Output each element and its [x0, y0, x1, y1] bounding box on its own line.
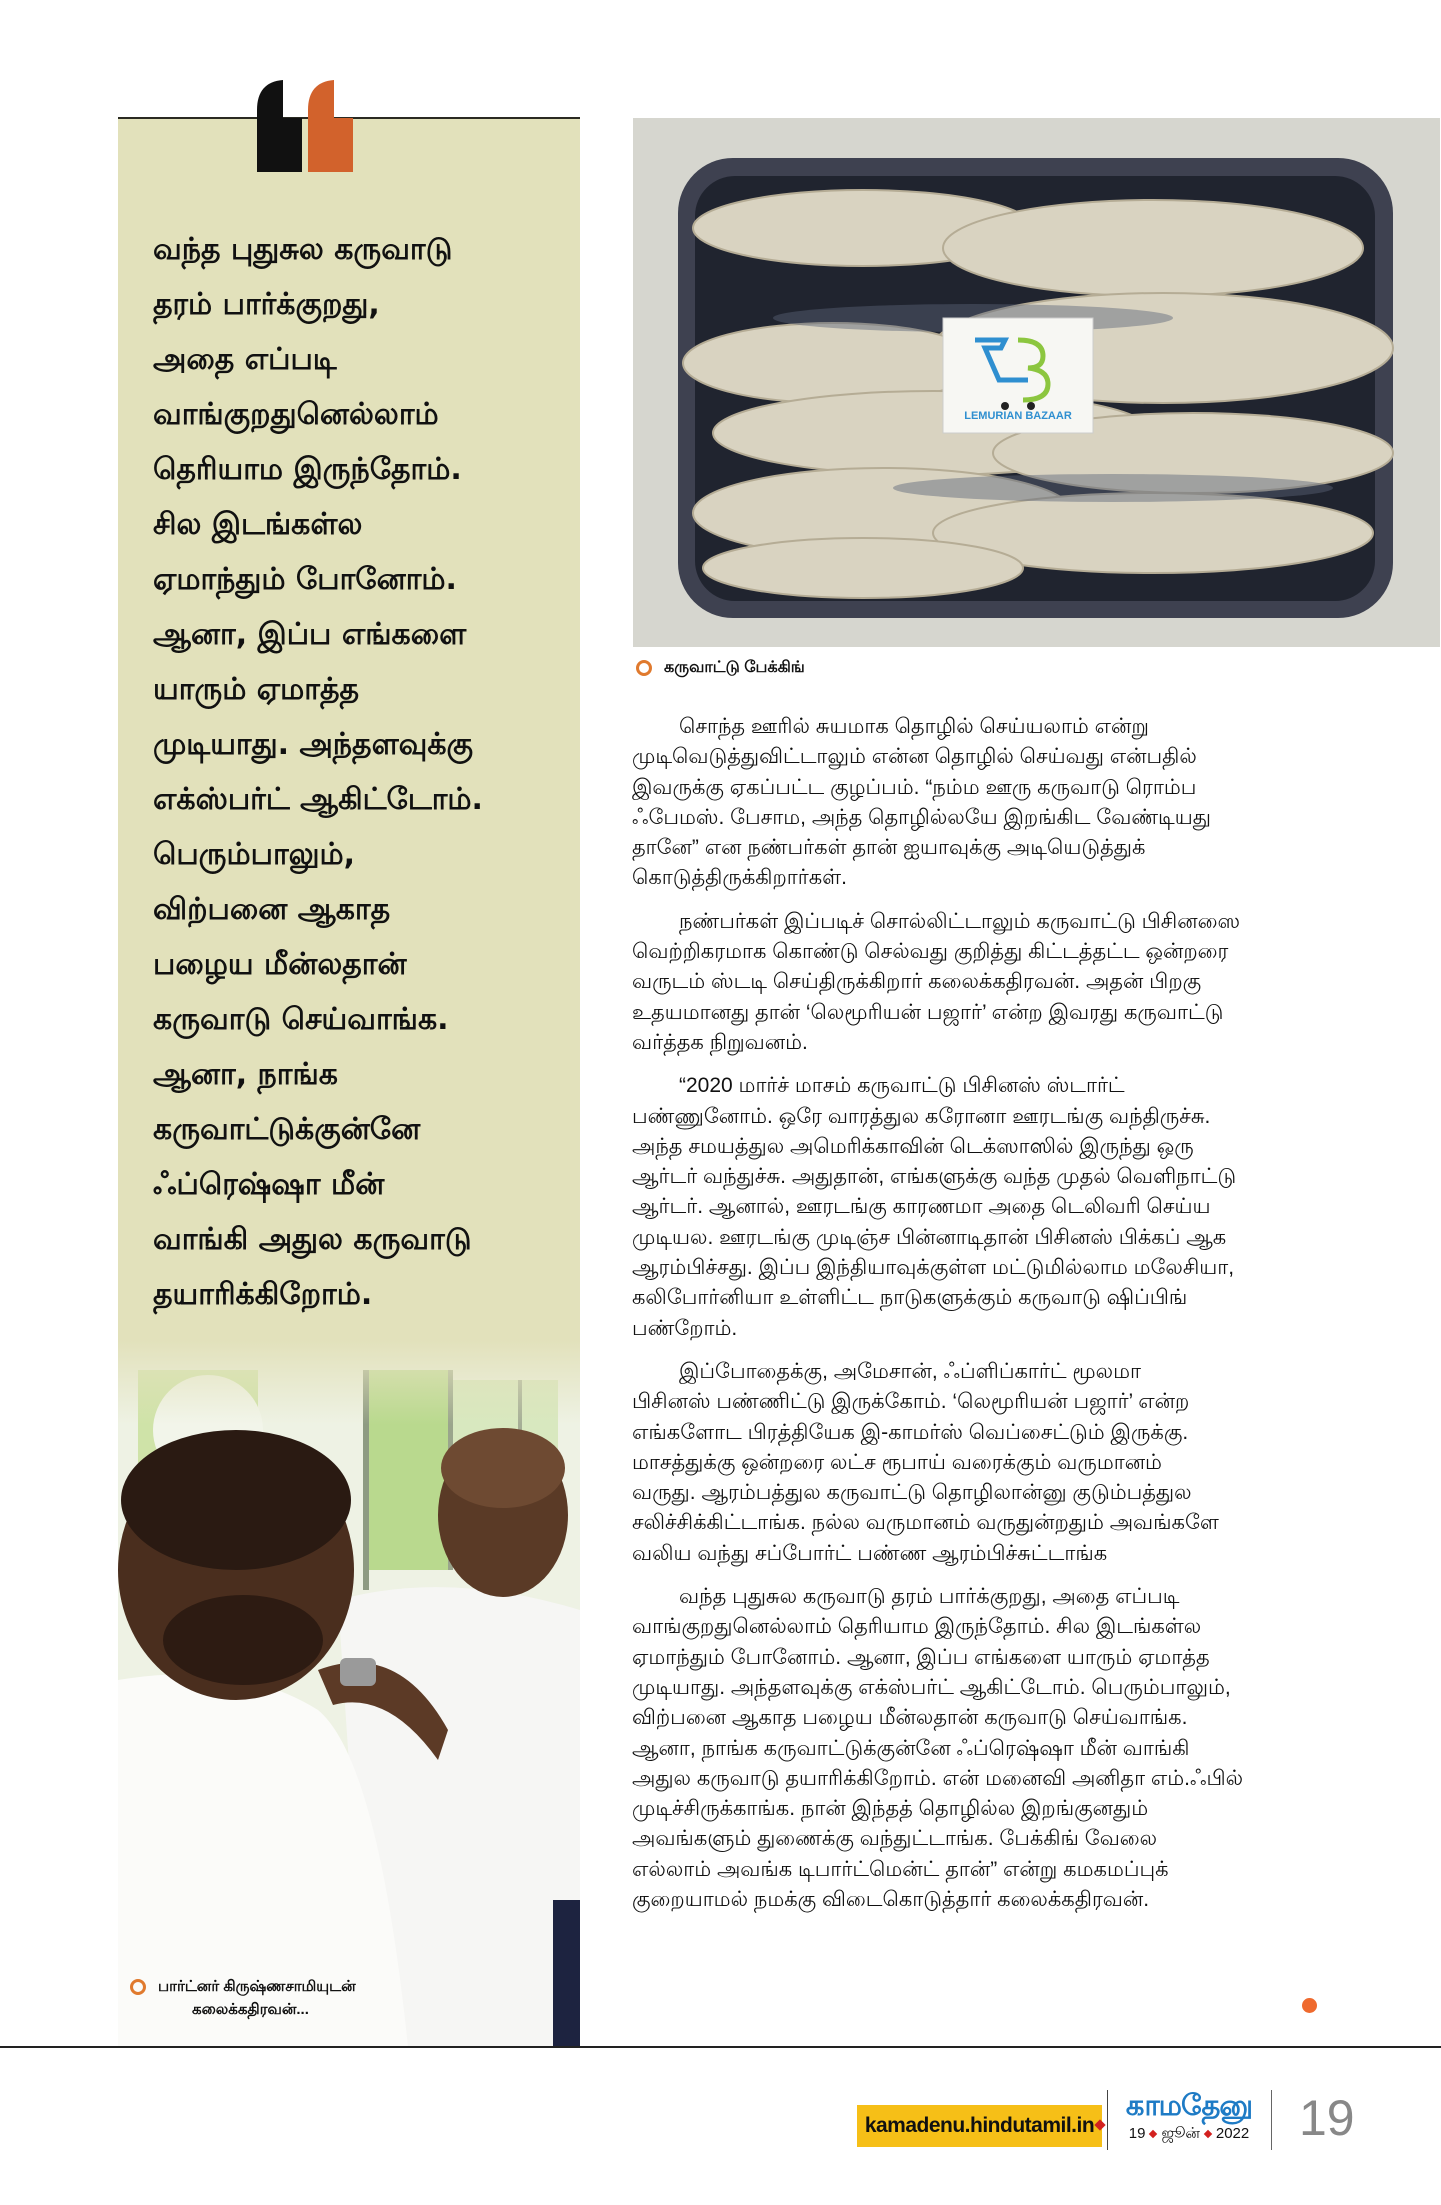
pull-quote-line: எக்ஸ்பர்ட் ஆகிட்டோம்.: [153, 782, 483, 817]
pull-quote-line: வாங்கி அதுல கருவாடு: [153, 1222, 472, 1257]
text-line: முடியல. ஊரடங்கு முடிஞ்ச பின்னாடிதான் பிசினஸ் பிக்கப் ஆக: [632, 1225, 1227, 1249]
text-line: சொந்த ஊரில் சுயமாக தொழில் செய்யலாம் என்று: [679, 715, 1149, 738]
website-link[interactable]: kamadenu.hindutamil.in: [857, 2105, 1102, 2147]
footer-divider: [1271, 2090, 1272, 2150]
text-line: இவருக்கு ஏகப்பட்ட குழப்பம். “நம்ம ஊரு கருவாடு ரொம்ப: [632, 775, 1197, 799]
text-line: பிசினஸ் பண்ணிட்டு இருக்கோம். ‘லெமூரியன் பஜார்’ என்ற: [632, 1390, 1190, 1414]
text-line: பண்றோம்.: [632, 1316, 738, 1340]
text-line: முடிவெடுத்துவிட்டாலும் என்ன தொழில் செய்வது என்பதில்: [632, 745, 1197, 769]
pull-quote-line: சில இடங்கள்ல: [153, 507, 363, 542]
text-line: ஆனா, நாங்க கருவாட்டுக்குன்னே ஃப்ரெஷ்ஷா மீன் வாங்கி: [632, 1736, 1190, 1760]
pull-quote-line: விற்பனை ஆகாத: [153, 892, 391, 927]
quote-mark-icon: [255, 80, 355, 172]
text-line: வருது. ஆரம்பத்துல கருவாட்டு தொழிலான்னு குடும்பத்துல: [632, 1481, 1192, 1505]
text-line: ஆரம்பிச்சது. இப்ப இந்தியாவுக்குள்ள மட்டுமில்லாம மலேசியா,: [632, 1256, 1235, 1280]
pull-quote-line: ஏமாந்தும் போனோம்.: [153, 562, 457, 597]
partners-photo: [118, 1340, 580, 2047]
caption-line2: கலைக்கதிரவன்...: [192, 2001, 309, 2018]
pull-quote-line: கருவாட்டுக்குன்னே: [153, 1112, 421, 1147]
text-line: முடியாது. அந்தளவுக்கு எக்ஸ்பர்ட் ஆகிட்டோம். பெரும்பாலும்,: [632, 1675, 1231, 1699]
text-line: அந்த சமயத்துல அமெரிக்காவின் டெக்ஸாஸில் இருந்து ஒரு: [632, 1134, 1194, 1158]
pull-quote-line: முடியாது. அந்தளவுக்கு: [153, 727, 474, 762]
pull-quote-line: ஃப்ரெஷ்ஷா மீன்: [153, 1167, 385, 1202]
pull-quote-line: பழைய மீன்லதான்: [153, 947, 407, 982]
pull-quote-line: தெரியாம இருந்தோம்.: [153, 452, 462, 487]
text-line: வெற்றிகரமாக கொண்டு செல்வது குறித்து கிட்டத்தட்ட ஒன்றரை: [632, 940, 1229, 964]
text-line: வருடம் ஸ்டடி செய்திருக்கிறார் கலைக்கதிரவன். அதன் பிறகு: [632, 970, 1202, 994]
text-line: மாசத்துக்கு ஒன்றரை லட்ச ரூபாய் வரைக்கும் வருமானம்: [632, 1450, 1162, 1474]
pull-quote-line: ஆனா, இப்ப எங்களை: [153, 617, 467, 652]
text-line: உதயமானது தான் ‘லெமூரியன் பஜார்’ என்ற இவரது கருவாட்டு: [632, 1000, 1224, 1024]
dried-fish-packing-photo: [633, 118, 1440, 647]
footer-divider: [1107, 2090, 1108, 2150]
date-day: 19: [1128, 2125, 1146, 2142]
pull-quote-line: யாரும் ஏமாத்த: [153, 672, 360, 707]
pull-quote-line: கருவாடு செய்வாங்க.: [153, 1002, 449, 1037]
caption-ring-icon: [636, 660, 652, 676]
page-number: 19: [1299, 2090, 1355, 2146]
diamond-icon: [1204, 2130, 1212, 2138]
diamond-icon: [1149, 2130, 1157, 2138]
caption-line1: பார்ட்னர் கிருஷ்ணசாமியுடன்: [158, 1978, 356, 1995]
pull-quote-line: அதை எப்படி: [153, 342, 337, 377]
pull-quote-line: ஆனா, நாங்க: [153, 1057, 338, 1092]
pull-quote: [153, 222, 573, 1322]
partners-photo-caption: [130, 1975, 430, 2021]
text-line: முடிச்சிருக்காங்க. நான் இந்தத் தொழில்ல இறங்குனதும்: [632, 1797, 1149, 1821]
caption-ring-icon: [130, 1979, 146, 1995]
text-line: பண்ணுனோம். ஒரே வாரத்துல கரோனா ஊரடங்கு வந்திருச்சு.: [632, 1104, 1211, 1128]
pull-quote-line: வந்த புதுசுல கருவாடு: [153, 232, 453, 267]
article-paragraph: [632, 1582, 1332, 1915]
text-line: கலிபோர்னியா உள்ளிட்ட நாடுகளுக்கும் கருவாடு ஷிப்பிங்: [632, 1286, 1188, 1310]
text-line: வலிய வந்து சப்போர்ட் பண்ண ஆரம்பிச்சுட்டாங்க: [632, 1541, 1108, 1565]
issue-date: [1119, 2124, 1259, 2144]
lemurian-bazaar-label: LEMURIAN BAZAAR: [964, 410, 1072, 422]
pull-quote-line: தயாரிக்கிறோம்.: [153, 1277, 373, 1312]
text-line: கொடுத்திருக்கிறார்கள்.: [632, 866, 847, 890]
text-line: வாங்குறதுனெல்லாம் தெரியாம இருந்தோம். சில இடங்கள்ல: [632, 1615, 1202, 1639]
article-paragraph: [632, 712, 1332, 894]
text-line: நண்பர்கள் இப்படிச் சொல்லிட்டாலும் கருவாட்டு பிசினஸை: [679, 909, 1241, 933]
text-line: ஏமாந்தும் போனோம். ஆனா, இப்ப எங்களை யாரும் ஏமாத்த: [632, 1645, 1210, 1669]
text-line: எல்லாம் அவங்க டிபார்ட்மென்ட் தான்” என்று கமகமப்புக்: [632, 1857, 1169, 1881]
text-line: வந்த புதுசுல கருவாடு தரம் பார்க்குறது, அதை எப்படி: [679, 1585, 1180, 1609]
text-line: விற்பனை ஆகாத பழைய மீன்லதான் கருவாடு செய்வாங்க.: [632, 1706, 1188, 1730]
date-year: 2022: [1215, 2125, 1250, 2142]
text-line: எங்களோட பிரத்தியேக இ-காமர்ஸ் வெப்சைட்டும் இருக்கு.: [632, 1420, 1189, 1444]
article-paragraph: [632, 1357, 1332, 1569]
text-line: “2020 மார்ச் மாசம் கருவாட்டு பிசினஸ் ஸ்டார்ட்: [679, 1074, 1125, 1098]
caption-text: கருவாட்டு பேக்கிங்: [664, 659, 805, 676]
article-body: [632, 712, 1332, 1928]
pull-quote-line: வாங்குறதுனெல்லாம்: [153, 397, 439, 432]
footer-rule: [0, 2046, 1441, 2048]
text-line: இப்போதைக்கு, அமேசான், ஃப்ளிப்கார்ட் மூலமா: [679, 1359, 1141, 1383]
text-line: தானே” என நண்பர்கள் தான் ஐயாவுக்கு அடியெடுத்துக்: [632, 836, 1146, 860]
end-of-article-mark-icon: [1302, 1998, 1317, 2013]
article-paragraph: [632, 907, 1332, 1058]
text-line: ஆர்டர். ஆனால், ஊரடங்கு காரணமா அதை டெலிவரி செய்ய: [632, 1195, 1211, 1219]
text-line: குறையாமல் நமக்கு விடைகொடுத்தார் கலைக்கதிரவன்.: [632, 1887, 1150, 1911]
brand-name: காமதேனு: [1125, 2088, 1253, 2122]
pull-quote-line: பெரும்பாலும்,: [153, 837, 356, 872]
text-line: ஃபேமஸ். பேசாம, அந்த தொழில்லயே இறங்கிட வேண்டியது: [632, 805, 1211, 829]
text-line: சலிச்சிக்கிட்டாங்க. நல்ல வருமானம் வருதுன்றதும் அவங்களே: [632, 1511, 1219, 1535]
magazine-brand: [1119, 2086, 1259, 2144]
text-line: ஆர்டர் வந்துச்சு. அதுதான், எங்களுக்கு வந்த முதல் வெளிநாட்டு: [632, 1165, 1237, 1189]
text-line: வர்த்தக நிறுவனம்.: [632, 1030, 808, 1054]
text-line: அவங்களும் துணைக்கு வந்துட்டாங்க. பேக்கிங் வேலை: [632, 1827, 1158, 1851]
date-month: ஜூன்: [1161, 2125, 1200, 2142]
article-paragraph: [632, 1071, 1332, 1344]
pull-quote-line: தரம் பார்க்குறது,: [153, 287, 380, 322]
text-line: அதுல கருவாடு தயாரிக்கிறோம். என் மனைவி அனிதா எம்.ஃபில்: [632, 1766, 1244, 1790]
fish-photo-caption: [636, 658, 805, 678]
